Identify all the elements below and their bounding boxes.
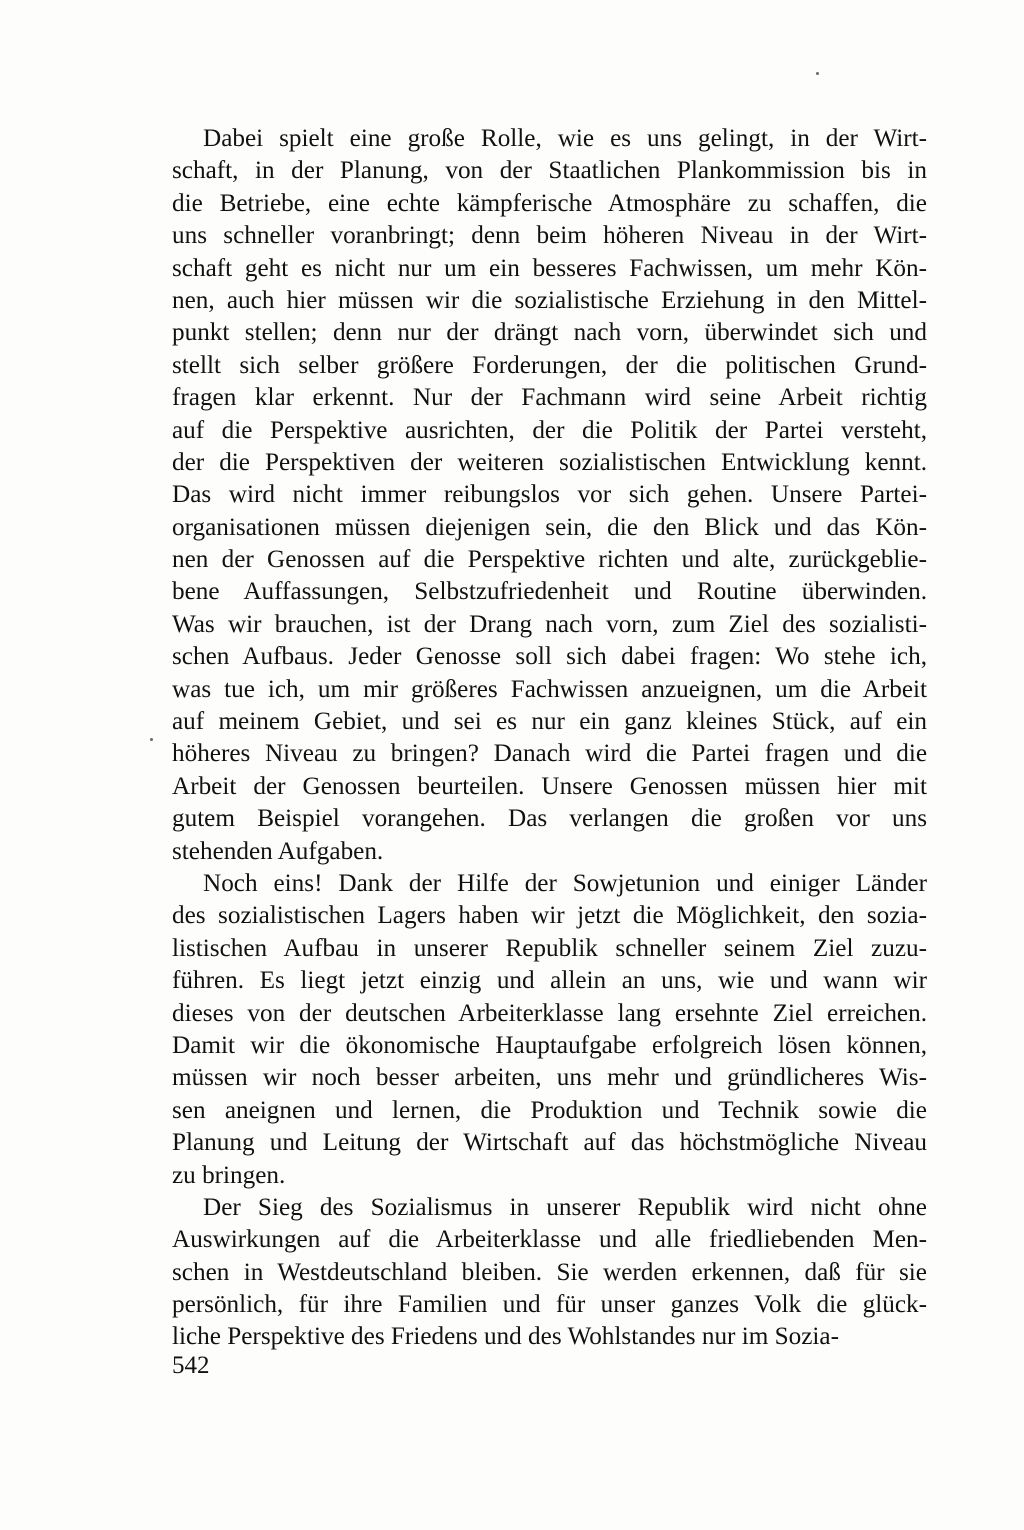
- text-line: zu bringen.: [172, 1161, 286, 1189]
- text-line: Auswirkungen auf die Arbeiterklasse und alle friedliebenden Men-: [172, 1226, 927, 1254]
- text-line: listischen Aufbau in unserer Republik schneller seinem Ziel zuzu-: [172, 934, 927, 962]
- text-line: Dabei spielt eine große Rolle, wie es uns gelingt, in der Wirt-: [203, 125, 927, 152]
- text-line: Was wir brauchen, ist der Drang nach vorn, zum Ziel des sozialisti-: [172, 610, 927, 638]
- text-line: höheres Niveau zu bringen? Danach wird die Partei fragen und die: [172, 740, 927, 768]
- text-line: punkt stellen; denn nur der drängt nach vorn, überwindet sich und: [172, 319, 927, 347]
- text-line: stellt sich selber größere Forderungen, der die politischen Grund-: [172, 351, 927, 379]
- text-line: Planung und Leitung der Wirtschaft auf das höchstmögliche Niveau: [172, 1129, 927, 1157]
- text-line: führen. Es liegt jetzt einzig und allein an uns, wie und wann wir: [172, 967, 927, 995]
- text-line: schen in Westdeutschland bleiben. Sie werden erkennen, daß für sie: [172, 1258, 927, 1286]
- page-speck: [150, 738, 153, 741]
- text-line: auf meinem Gebiet, und sei es nur ein ganz kleines Stück, auf ein: [172, 708, 927, 736]
- text-line: Damit wir die ökonomische Hauptaufgabe erfolgreich lösen können,: [172, 1031, 927, 1059]
- text-line: organisationen müssen diejenigen sein, die den Blick und das Kön-: [172, 513, 927, 541]
- text-line: Der Sieg des Sozialismus in unserer Republik wird nicht ohne: [203, 1193, 927, 1221]
- text-line: bene Auffassungen, Selbstzufriedenheit und Routine überwinden.: [172, 578, 927, 606]
- text-line: nen der Genossen auf die Perspektive richten und alte, zurückgeblie-: [172, 546, 927, 574]
- text-line: schaft, in der Planung, von der Staatlichen Plankommission bis in: [172, 157, 927, 185]
- text-line: des sozialistischen Lagers haben wir jetzt die Möglichkeit, den sozia-: [172, 902, 927, 930]
- text-line: uns schneller voranbringt; denn beim höheren Niveau in der Wirt-: [172, 222, 927, 250]
- text-line: müssen wir noch besser arbeiten, uns mehr und gründlicheres Wis-: [172, 1064, 927, 1092]
- text-line: auf die Perspektive ausrichten, der die Politik der Partei versteht,: [172, 416, 927, 444]
- text-line: schen Aufbaus. Jeder Genosse soll sich dabei fragen: Wo stehe ich,: [172, 643, 927, 671]
- text-line: Noch eins! Dank der Hilfe der Sowjetunion und einiger Länder: [203, 869, 927, 897]
- text-line: der die Perspektiven der weiteren sozialistischen Entwicklung kennt.: [172, 448, 927, 476]
- text-line: nen, auch hier müssen wir die sozialistische Erziehung in den Mittel-: [172, 286, 927, 314]
- page-number: 542: [172, 1352, 210, 1379]
- page-speck: [816, 72, 819, 75]
- body-text: [172, 123, 927, 1354]
- text-line: stehenden Aufgaben.: [172, 837, 384, 865]
- text-line: fragen klar erkennt. Nur der Fachmann wird seine Arbeit richtig: [172, 384, 927, 412]
- text-line: die Betriebe, eine echte kämpferische Atmosphäre zu schaffen, die: [172, 189, 927, 217]
- text-line: was tue ich, um mir größeres Fachwissen anzueignen, um die Arbeit: [172, 675, 927, 703]
- text-line: Arbeit der Genossen beurteilen. Unsere Genossen müssen hier mit: [172, 772, 927, 800]
- text-line: gutem Beispiel vorangehen. Das verlangen die großen vor uns: [172, 805, 927, 833]
- text-line: schaft geht es nicht nur um ein besseres Fachwissen, um mehr Kön-: [172, 254, 927, 282]
- text-line: liche Perspektive des Friedens und des Wohlstandes nur im Sozia-: [172, 1323, 839, 1351]
- text-line: persönlich, für ihre Familien und für unser ganzes Volk die glück-: [172, 1291, 927, 1319]
- text-line: sen aneignen und lernen, die Produktion und Technik sowie die: [172, 1096, 927, 1124]
- text-line: Das wird nicht immer reibungslos vor sich gehen. Unsere Partei-: [172, 481, 927, 509]
- text-line: dieses von der deutschen Arbeiterklasse lang ersehnte Ziel erreichen.: [172, 999, 927, 1027]
